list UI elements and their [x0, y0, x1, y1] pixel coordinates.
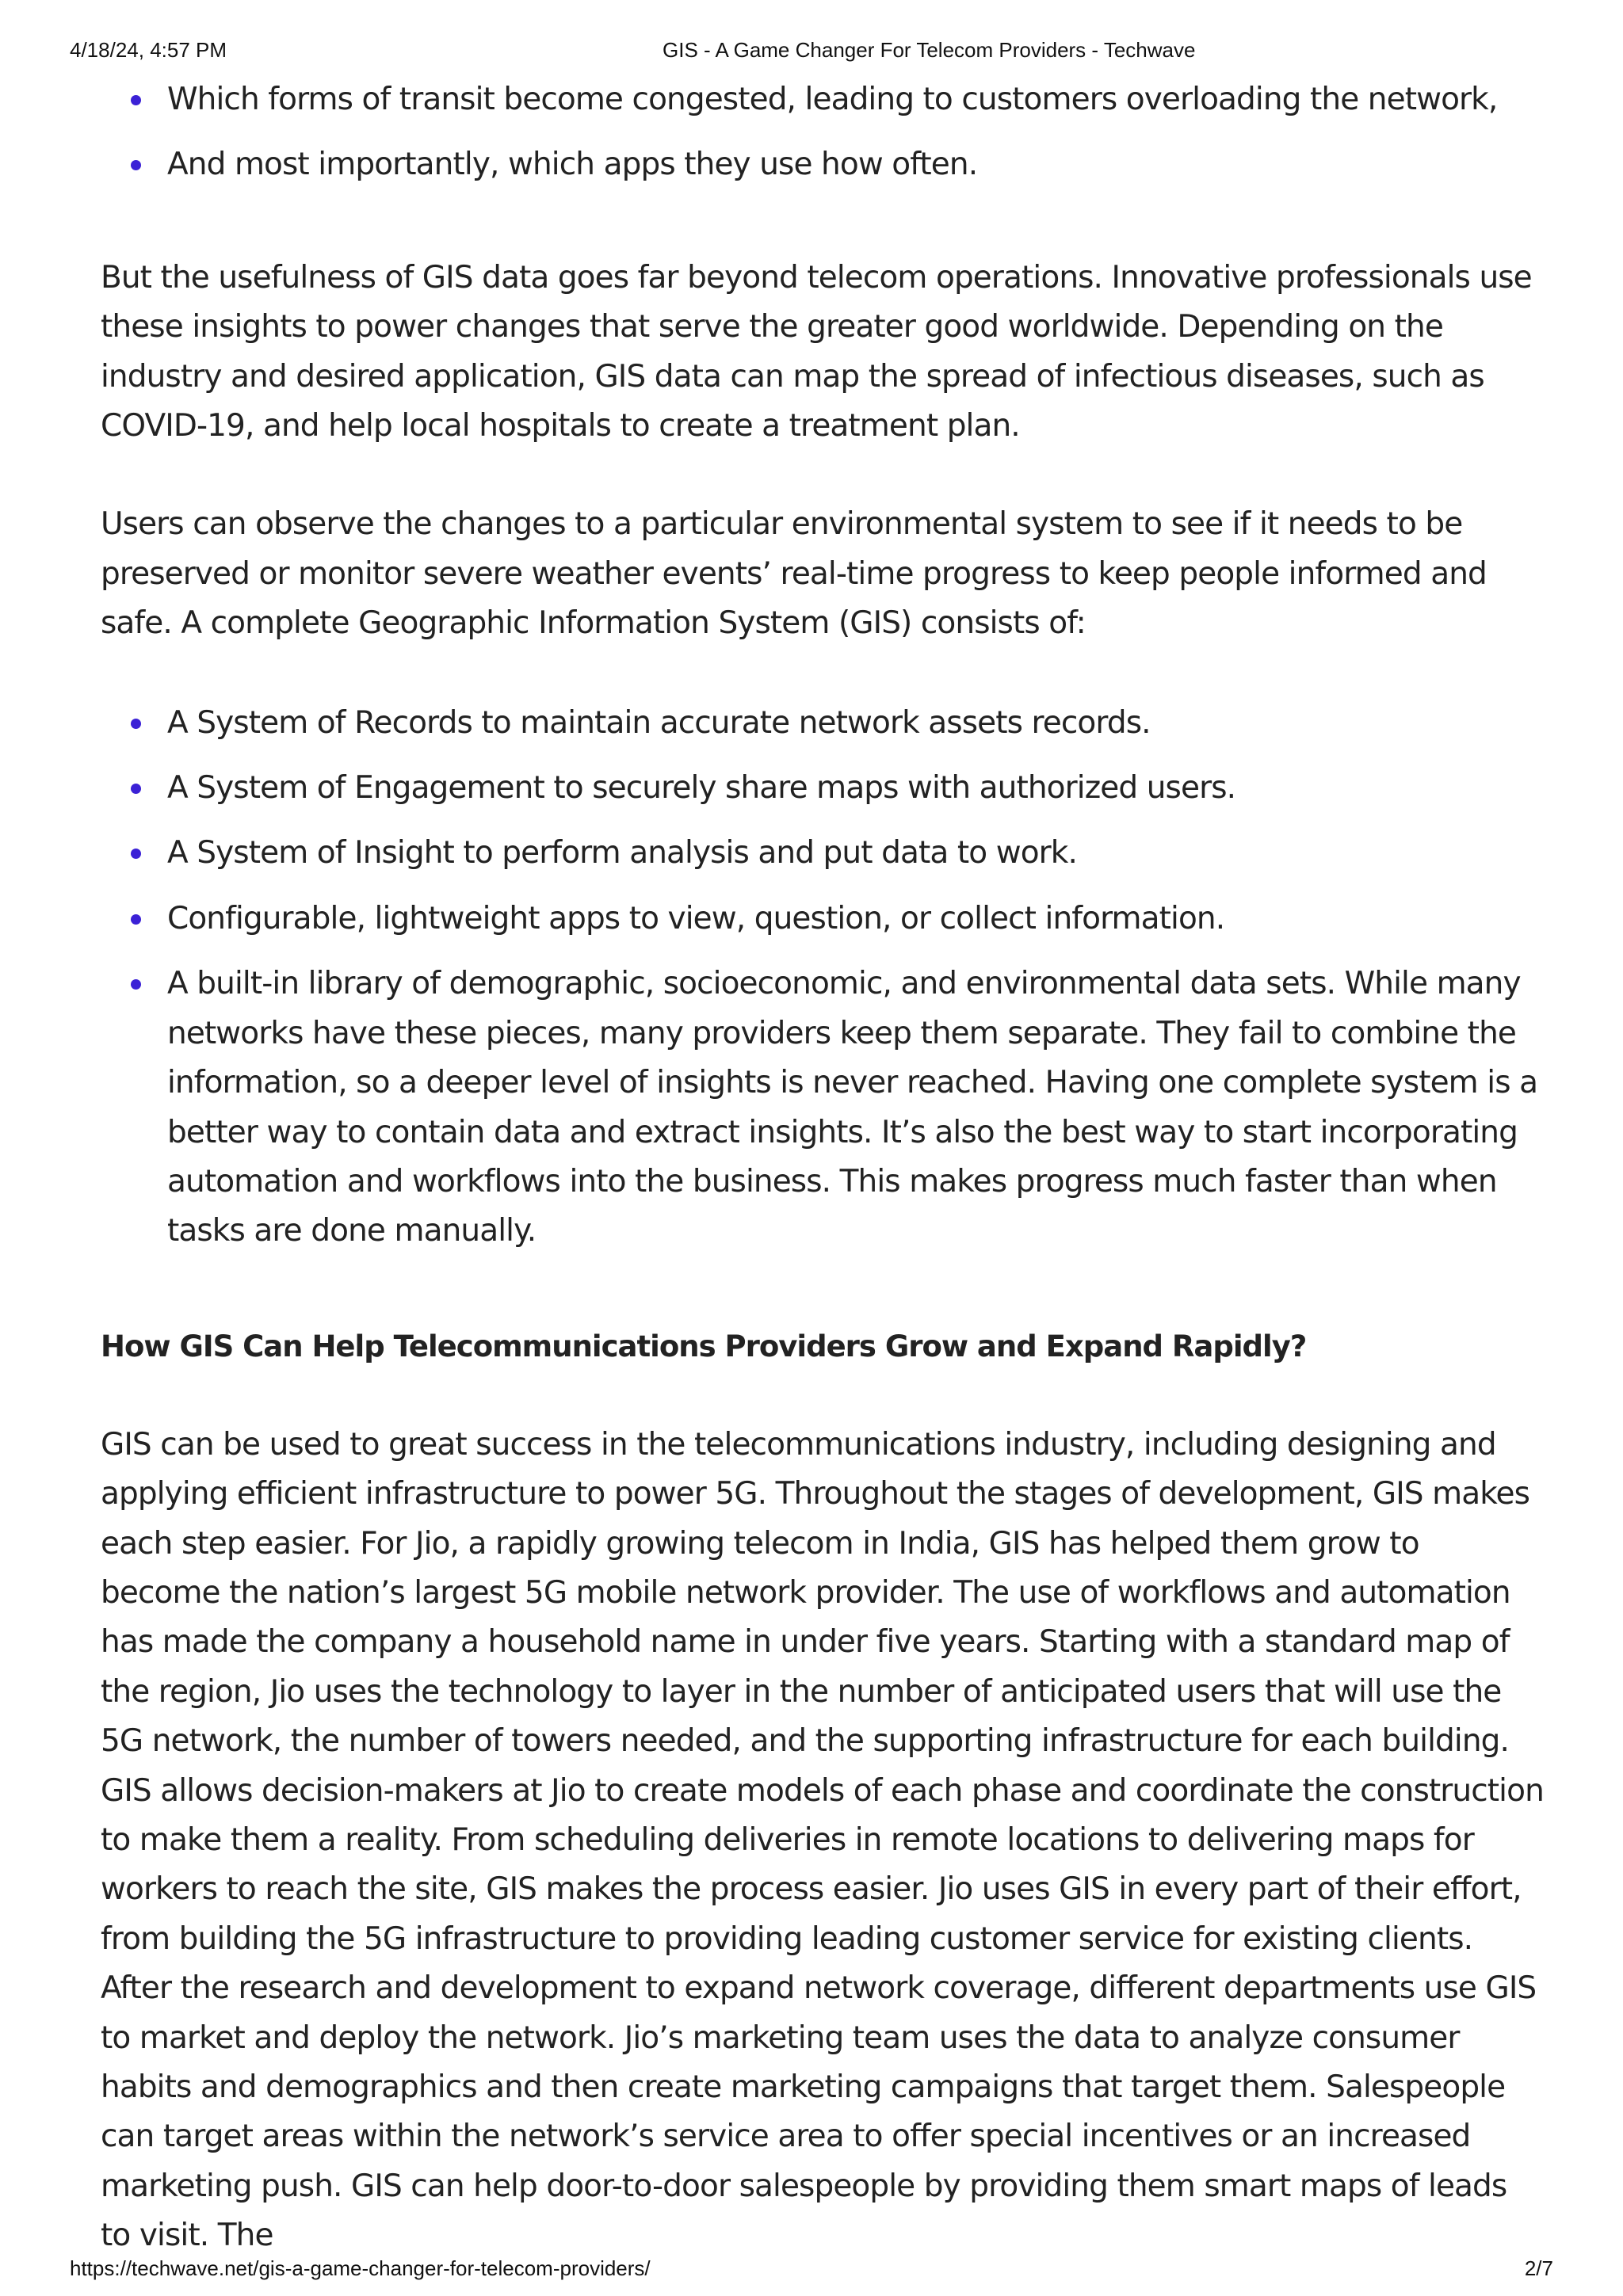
bullet-icon — [131, 784, 141, 794]
list-item — [101, 894, 1545, 944]
gis-components-list — [101, 699, 1545, 1257]
paragraph-usefulness: But the usefulness of GIS data goes far beyond telecom operations. Innovative professionals use these insights to power changes that serve the greater good worldwide. Depending on the industry and desired application, GIS data can map the spread of infectious diseases, such as COVID-19, and help local hospitals to create a treatment plan. — [101, 259, 1532, 444]
bullet-icon — [131, 160, 141, 170]
paragraph-users: Users can observe the changes to a particular environmental system to see if it needs to be preserved or monitor severe weather events’ real-time progress to keep people informed and safe. A complete Geographic Information System (GIS) consists of: — [101, 506, 1487, 642]
print-header-date: 4/18/24, 4:57 PM — [70, 38, 227, 62]
bullet-icon — [131, 849, 141, 859]
list-item — [101, 829, 1545, 878]
bullet-icon — [131, 914, 141, 925]
bullet-icon — [131, 95, 141, 105]
list-item-text: A System of Insight to perform analysis and put data to work. — [167, 835, 1077, 871]
list-item-text: Which forms of transit become congested, leading to customers overloading the network, — [167, 82, 1498, 117]
list-item — [101, 764, 1545, 813]
bullet-icon — [131, 719, 141, 729]
list-item-text: Configurable, lightweight apps to view, question, or collect information. — [167, 900, 1225, 936]
print-footer-page-number: 2/7 — [1524, 2256, 1553, 2280]
list-item-text: A System of Records to maintain accurate network assets records. — [167, 704, 1151, 741]
print-header-title: GIS - A Game Changer For Telecom Providers - Techwave — [663, 38, 1196, 62]
list-item — [101, 699, 1545, 748]
section-heading: How GIS Can Help Telecommunications Providers Grow and Expand Rapidly? — [101, 1329, 1307, 1363]
bullet-icon — [131, 979, 141, 990]
article-body — [101, 75, 1545, 2261]
list-item — [101, 75, 1545, 124]
list-item — [101, 959, 1545, 1256]
list-item — [101, 140, 1545, 189]
paragraph-jio: GIS can be used to great success in the telecommunications industry, including designing and applying efficient infrastructure to power 5G. Throughout the stages of development, GIS makes each step easier. For Jio, a rapidly growing telecom in India, GIS has helped them grow to become the nation’s largest 5G mobile network provider. The use of workflows and automation has made the company a household name in under five years. Starting with a standard map of the region, Jio uses the technology to layer in the number of anticipated users that will use the 5G network, the number of towers needed, and the supporting infrastructure for each building. GIS allows decision-makers at Jio to create models of each phase and coordinate the construction to make them a reality. From scheduling deliveries in remote locations to delivering maps for workers to reach the site, GIS makes the process easier. Jio uses GIS in every part of their effort, from building the 5G infrastructure to providing leading customer service for existing clients. After the research and development to expand network coverage, different departments use GIS to market and deploy the network. Jio’s marketing team uses the data to analyze consumer habits and demographics and then create marketing campaigns that target them. Salespeople can target areas within the network’s service area to offer special incentives or an increased marketing push. GIS can help door-to-door salespeople by providing them smart maps of leads to visit. The — [101, 1426, 1544, 2254]
list-item-text: A System of Engagement to securely share maps with authorized users. — [167, 770, 1236, 807]
print-footer-url: https://techwave.net/gis-a-game-changer-for-telecom-providers/ — [70, 2256, 651, 2280]
top-bullet-list — [101, 75, 1545, 190]
list-item-text: And most importantly, which apps they use how often. — [167, 147, 978, 183]
list-item-text: A built-in library of demographic, socioeconomic, and environmental data sets. While many networks have these pieces, many providers keep them separate. They fail to combine the information, so a deeper level of insights is never reached. Having one complete system is a better way to contain data and extract insights. It’s also the best way to start incorporating automation and workflows into the business. This makes progress much faster than when tasks are done manually. — [167, 966, 1538, 1249]
